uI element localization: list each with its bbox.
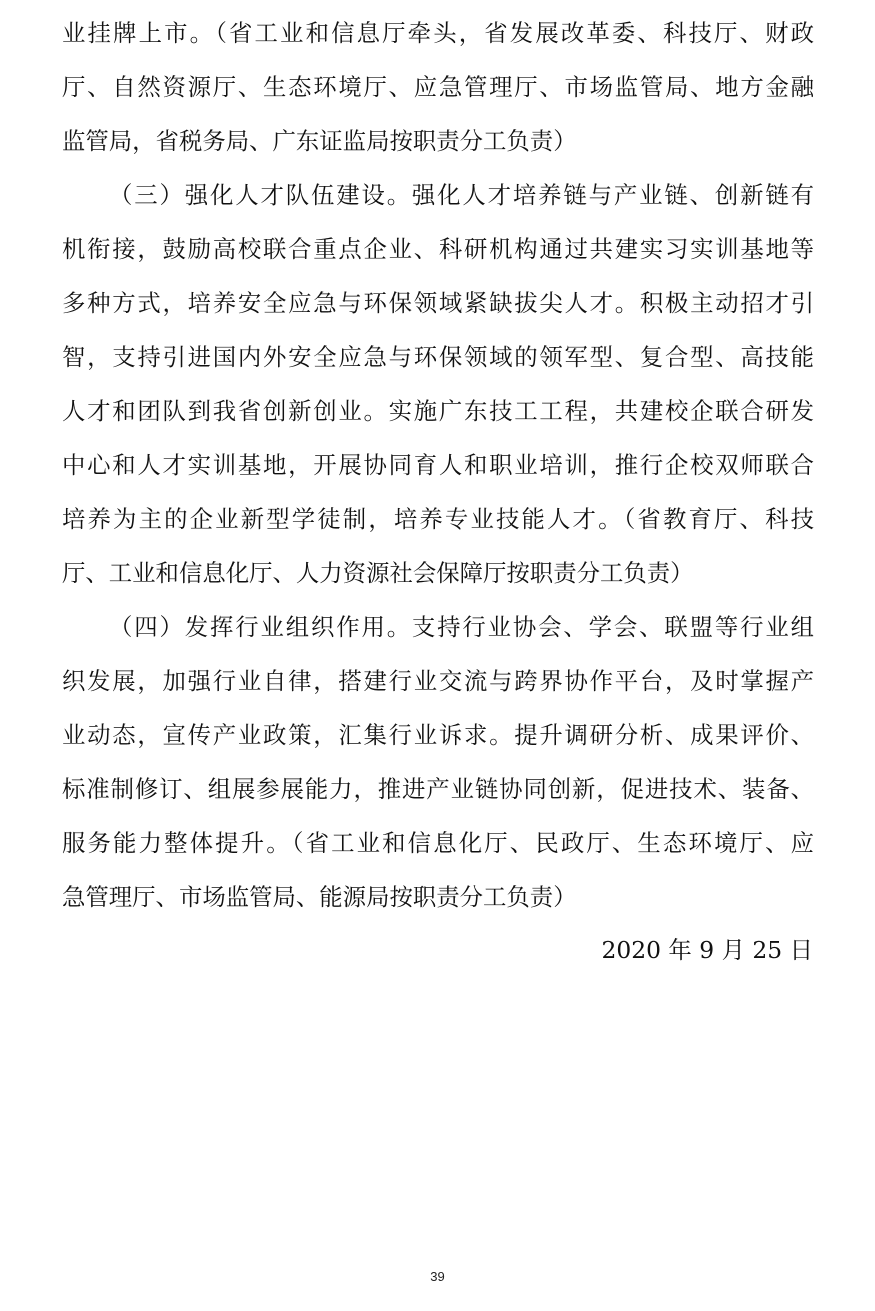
- paragraph-2-line-5: 人才和团队到我省创新创业。实施广东技工工程，共建校企联合研发: [62, 397, 814, 425]
- paragraph-1-line-1: 业挂牌上市。（省工业和信息厅牵头，省发展改革委、科技厅、财政: [62, 19, 814, 47]
- paragraph-2-line-2: 机衔接，鼓励高校联合重点企业、科研机构通过共建实习实训基地等: [62, 235, 814, 263]
- paragraph-2-line-7: 培养为主的企业新型学徒制，培养专业技能人才。（省教育厅、科技: [62, 505, 814, 533]
- paragraph-1-line-2: 厅、自然资源厅、生态环境厅、应急管理厅、市场监管局、地方金融: [62, 73, 814, 101]
- paragraph-3-line-1: （四）发挥行业组织作用。支持行业协会、学会、联盟等行业组: [109, 613, 814, 641]
- page-number: 39: [430, 1269, 445, 1284]
- paragraph-3-line-2: 织发展，加强行业自律，搭建行业交流与跨界协作平台，及时掌握产: [62, 667, 814, 695]
- paragraph-3-line-3: 业动态，宣传产业政策，汇集行业诉求。提升调研分析、成果评价、: [62, 721, 814, 749]
- paragraph-3-line-4: 标准制修订、组展参展能力，推进产业链协同创新，促进技术、装备、: [62, 775, 814, 803]
- paragraph-3-line-6: 急管理厅、市场监管局、能源局按职责分工负责）: [62, 883, 577, 911]
- paragraph-2-line-8: 厅、工业和信息化厅、人力资源社会保障厅按职责分工负责）: [62, 559, 694, 587]
- paragraph-2-line-3: 多种方式，培养安全应急与环保领域紧缺拔尖人才。积极主动招才引: [62, 289, 814, 317]
- paragraph-2-line-4: 智，支持引进国内外安全应急与环保领域的领军型、复合型、高技能: [62, 343, 814, 371]
- paragraph-3-line-5: 服务能力整体提升。（省工业和信息化厅、民政厅、生态环境厅、应: [62, 829, 814, 857]
- paragraph-2-line-6: 中心和人才实训基地，开展协同育人和职业培训，推行企校双师联合: [62, 451, 814, 479]
- paragraph-2-line-1: （三）强化人才队伍建设。强化人才培养链与产业链、创新链有: [109, 181, 814, 209]
- paragraph-1-line-3: 监管局，省税务局、广东证监局按职责分工负责）: [62, 127, 577, 155]
- document-date: 2020 年 9 月 25 日: [601, 936, 813, 964]
